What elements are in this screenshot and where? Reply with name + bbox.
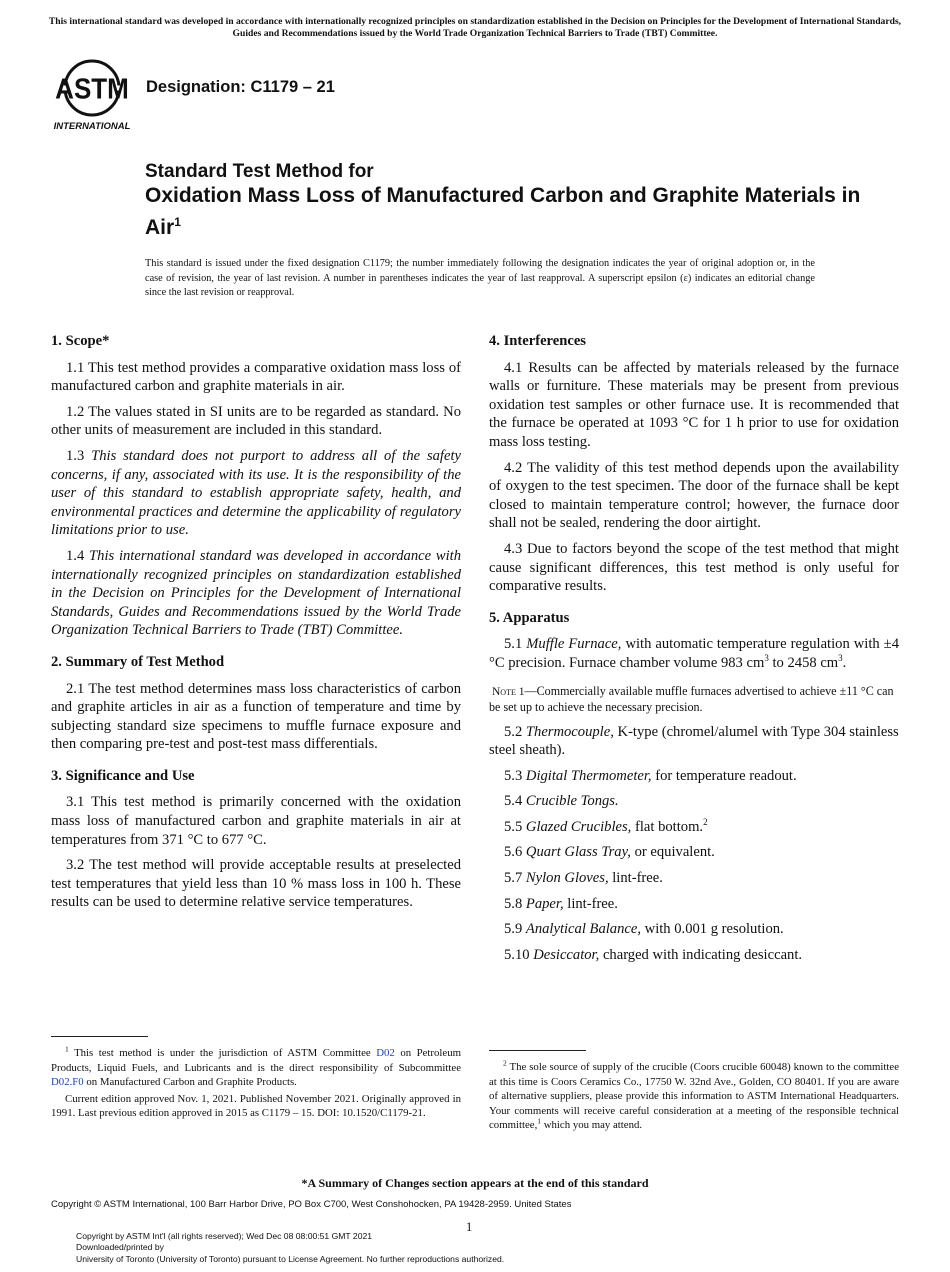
section-heading-significance: 3. Significance and Use — [51, 767, 195, 784]
para-2-1: 2.1 The test method determines mass loss characteristics of carbon and graphite articles in air as a function of temperature and time by subjecting standard size specimens to muffle furnace exposure and then comparing pre-test and post-test mass differentials. — [51, 680, 461, 753]
left-column — [51, 332, 461, 919]
section-heading-scope: 1. Scope* — [51, 333, 110, 349]
footnote-rule-right — [489, 1050, 586, 1051]
para-4-1: 4.1 Results can be affected by materials released by the furnace walls or furniture. These materials may be present from previous oxidation test samples or other furnace use. It is recommended that the furnace be operated at 1093 °C for 1 h prior to use for oxidation mass loss testing. — [489, 359, 899, 450]
para-3-1: 3.1 This test method is primarily concerned with the oxidation mass loss of manufactured carbon and graphite materials in air at temperatures from 371 °C to 677 °C. — [51, 794, 461, 848]
footnote-ref-2[interactable]: 2 — [703, 817, 708, 828]
para-1-4: 1.4 This international standard was developed in accordance with internationally recognized principles on standardization established in the Decision on Principles for the Development of International Standards, Guides and Recommendations issued by the World Trade Organization Technical Barriers to Trade (TBT) Committee. — [51, 547, 462, 639]
title-footnote-ref[interactable]: 1 — [174, 215, 181, 229]
footnote-rule-left — [51, 1036, 148, 1037]
para-1-1: 1.1 This test method provides a comparative oxidation mass loss of manufactured carbon and graphite materials in air. — [51, 359, 461, 395]
link-d02-f0[interactable]: D02.F0 — [51, 1076, 84, 1089]
link-d02[interactable]: D02 — [376, 1047, 395, 1059]
item-5-3: 5.3 Digital Thermometer, for temperature readout. — [504, 767, 797, 784]
edition-note: Current edition approved Nov. 1, 2021. Published November 2021. Originally approved in 1991. Last previous edition approved in 2015 as C1179 – 15. DOI: 10.1520/C1179-21. — [51, 1092, 461, 1120]
logo-subtitle: INTERNATIONAL — [53, 121, 131, 132]
item-5-5: 5.5 Glazed Crucibles, flat bottom.$^2$ — [504, 817, 708, 835]
summary-of-changes-note: *A Summary of Changes section appears at the end of this standard — [301, 1176, 649, 1190]
astm-logo — [50, 58, 136, 132]
logo-mark: ASTM — [55, 72, 129, 105]
issued-note: This standard is issued under the fixed designation C1179; the number immediately following the designation indicates the year of original adoption or, in the case of revision, the year of last revision. A number in parentheses indicates the year of last reapproval. A superscript epsilon (ε) indicates an editorial change since the last revision or reapproval. — [145, 258, 815, 298]
para-4-3: 4.3 Due to factors beyond the scope of the test method that might cause significant differences, this test method is only useful for comparative results. — [489, 540, 899, 595]
item-5-8: 5.8 Paper, lint-free. — [504, 895, 618, 912]
document-title — [145, 160, 885, 241]
item-5-2: 5.2 Thermocouple, K-type (chromel/alumel with Type 304 stainless steel sheath). — [489, 723, 899, 759]
item-5-4: 5.4 Crucible Tongs. — [504, 793, 619, 810]
para-3-2: 3.2 The test method will provide acceptable results at preselected test temperatures that yield less than 10 % mass loss in 100 h. These results can be used to determine relative service temperatures. — [51, 857, 461, 911]
item-5-6: 5.6 Quart Glass Tray, or equivalent. — [504, 844, 715, 861]
section-heading-interferences: 4. Interferences — [489, 333, 586, 349]
footnote-2: $^2$ The sole source of supply of the crucible (Coors crucible 60048) known to the committee at this time is Coors Ceramics Co., 17750 W. 32nd Ave., Golden, CO 80401. If you are aware of alternative suppliers, please provide this information to ASTM International Headquarters. Your comments will receive careful consideration at a meeting of the responsible technical committee,$^1$ which you may attend. — [489, 1058, 899, 1132]
para-1-3: 1.3 This standard does not purport to address all of the safety concerns, if any, associated with its use. It is the responsibility of the user of this standard to establish appropriate safety, health, and environmental practices and determine the applicability of regulatory limitations prior to use. — [51, 447, 461, 539]
item-5-9: 5.9 Analytical Balance, with 0.001 g resolution. — [504, 921, 784, 938]
item-5-7: 5.7 Nylon Gloves, lint-free. — [504, 870, 663, 887]
designation: Designation: C1179 – 21 — [146, 78, 335, 96]
copyright-line: Copyright © ASTM International, 100 Barr Harbor Drive, PO Box C700, West Conshohocken, PA 19428-2959. United States — [51, 1199, 572, 1210]
tbt-banner: This international standard was developed in accordance with internationally recognized principles on standardization established in the Decision on Principles for the Development of International Standards, Guides and Recommendations issued by the World Trade Organization Technical Barriers to Trade (TBT) Committee. — [48, 16, 902, 39]
note-1: Note 1—Commercially available muffle furnaces advertised to achieve ±11 °C can be set up to achieve the necessary precision. — [489, 683, 894, 714]
page-number: 1 — [466, 1220, 473, 1234]
item-5-10: 5.10 Desiccator, charged with indicating desiccant. — [504, 946, 803, 963]
para-4-2: 4.2 The validity of this test method depends upon the availability of oxygen to the test specimen. The door of the furnace shall be kept closed to maintain temperature control; however, the furnace door shall not be sealed, rendering the door airtight. — [489, 459, 899, 532]
title-line1: Standard Test Method for — [145, 161, 374, 182]
para-5-1: 5.1 Muffle Furnace, with automatic temperature regulation with ±4 °C precision. Furnace chamber volume 983 $cm^3$ to 2458 $cm^3$. — [489, 636, 899, 671]
right-column — [489, 332, 899, 971]
section-heading-summary: 2. Summary of Test Method — [51, 653, 225, 670]
section-heading-apparatus: 5. Apparatus — [489, 609, 570, 626]
title-line2: Oxidation Mass Loss of Manufactured Carbon and Graphite Materials in Air — [145, 184, 861, 239]
download-info: Copyright by ASTM Int'l (all rights reserved); Wed Dec 08 08:00:51 GMT 2021 Downloaded/printed by University of Toronto (University of Toronto) pursuant to License Agreement. No further reproductions authorized. — [76, 1231, 505, 1264]
footnote-1: $^1$ This test method is under the jurisdiction of ASTM Committee D02 on Petroleum Products, Liquid Fuels, and Lubricants and is the direct responsibility of Subcommittee D02.F0 on Manufactured Carbon and Graphite Products. Current edition approved Nov. 1, 2021. Published November 2021. Originally approved in 1991. Last previous edition approved in 2015 as C1179 – 15. DOI: 10.1520/C1179-21. — [51, 1044, 461, 1120]
para-1-2: 1.2 The values stated in SI units are to be regarded as standard. No other units of measurement are included in this standard. — [51, 403, 461, 439]
